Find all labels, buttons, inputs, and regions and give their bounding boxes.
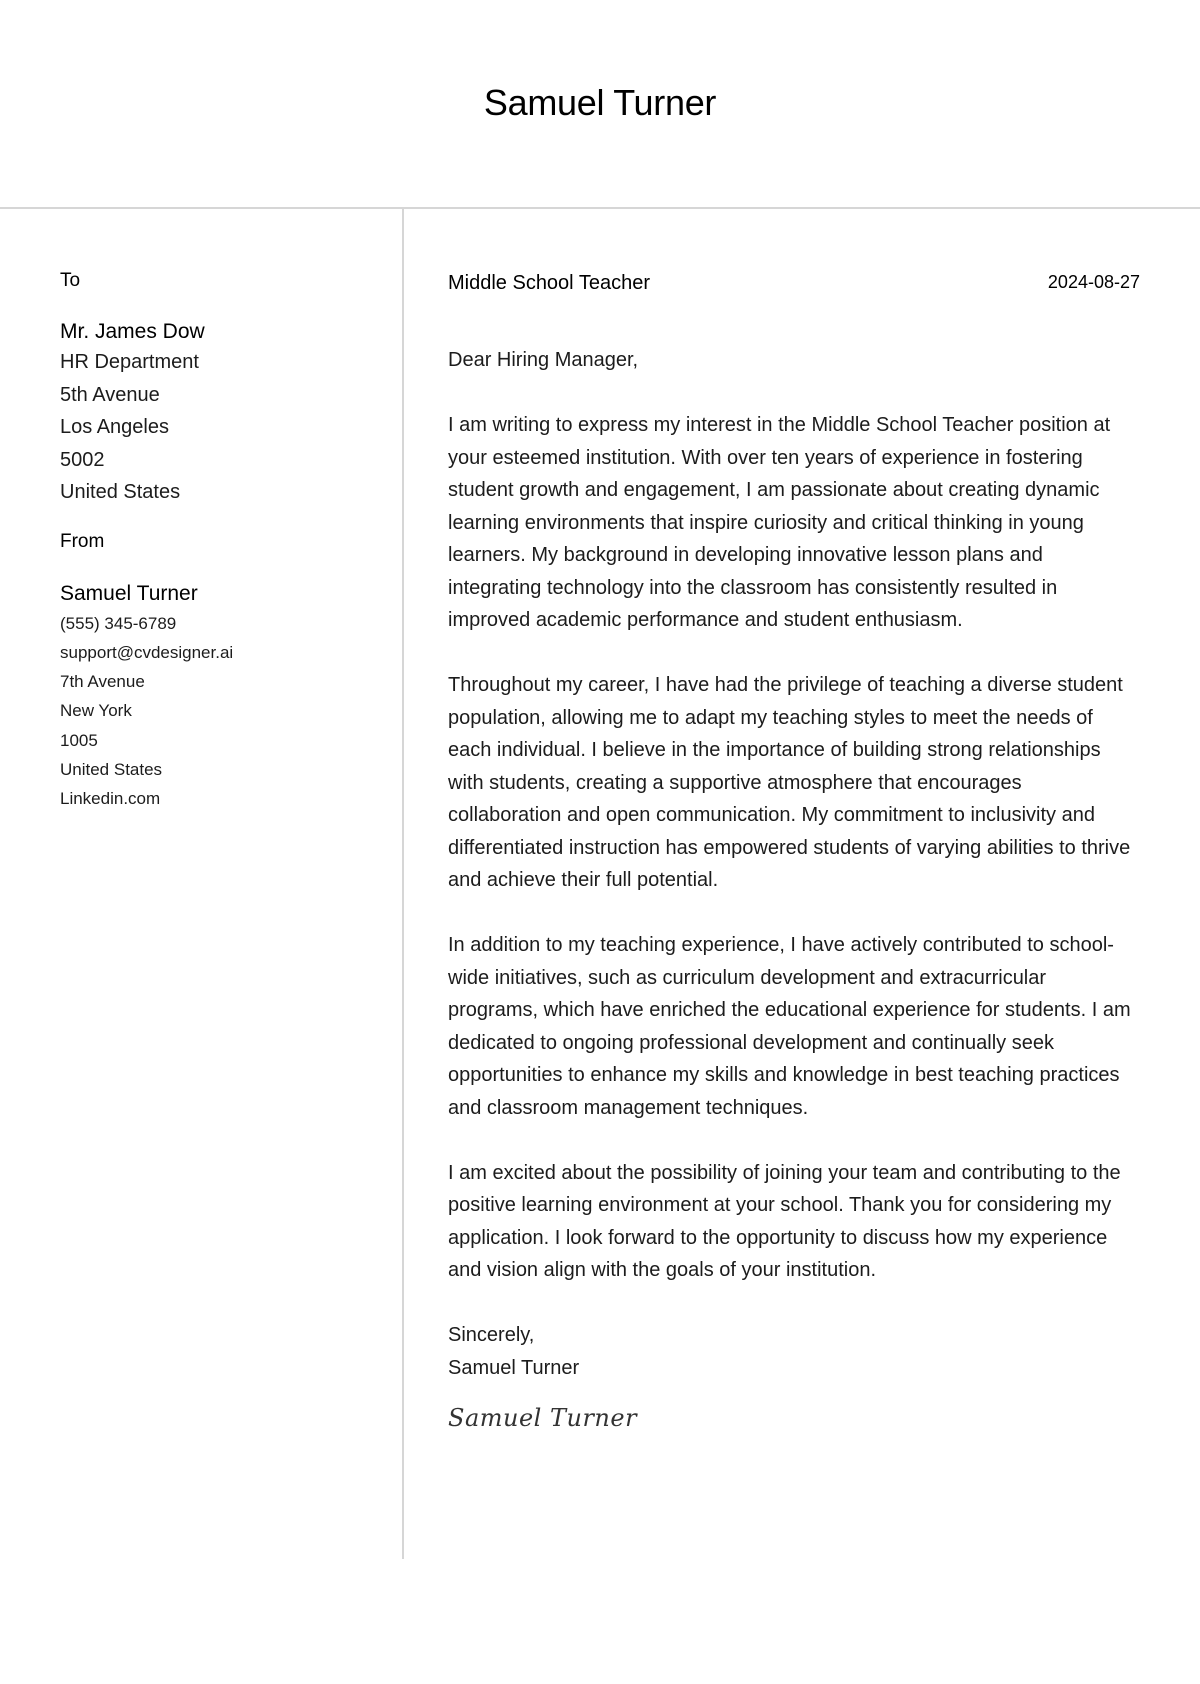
recipient-country: United States [60, 481, 181, 503]
recipient-postcode: 5002 [60, 448, 105, 471]
recipient-street: 5th Avenue [60, 383, 160, 406]
letter-column [448, 272, 1140, 1435]
letter-body [448, 344, 1140, 1435]
sender-country: United States [60, 759, 163, 779]
sender-contact [60, 609, 380, 814]
letter-date: 2024-08-27 [1047, 272, 1140, 292]
from-label: From [60, 530, 105, 552]
header-name: Samuel Turner [483, 82, 717, 123]
sender-phone: (555) 345-6789 [60, 613, 177, 633]
address-column [60, 270, 380, 814]
sender-postcode: 1005 [60, 730, 98, 750]
sender-email: support@cvdesigner.ai [60, 642, 234, 662]
job-title: Middle School Teacher [448, 272, 650, 294]
paragraph-2: Throughout my career, I have had the privilege of teaching a diverse student population, allowing me to adapt my teaching styles to meet the needs of each individual. I believe in the importance of building strong relationships with students, creating a supportive atmosphere that encourages collaboration and open communication. My commitment to inclusivity and differentiated instruction has empowered students of varying abilities to thrive and achieve their full potential. [448, 674, 1131, 891]
letter-title-row [448, 272, 1140, 308]
recipient-address [60, 346, 380, 509]
closing-name: Samuel Turner [448, 1356, 580, 1379]
closing: Sincerely, [448, 1324, 535, 1346]
page-header [0, 0, 1200, 209]
paragraph-1: I am writing to express my interest in the Middle School Teacher position at your esteemed institution. With over ten years of experience in fostering student growth and engagement, I am passionate about creating dynamic learning environments that inspire curiosity and critical thinking in young learners. My background in developing innovative lesson plans and integrating technology into the classroom has consistently resulted in improved academic performance and student enthusiasm. [448, 414, 1111, 631]
salutation: Dear Hiring Manager, [448, 349, 639, 371]
recipient-city: Los Angeles [60, 416, 169, 438]
recipient-name: Mr. James Dow [60, 320, 205, 343]
sender-street: 7th Avenue [60, 672, 145, 692]
paragraph-3: In addition to my teaching experience, I have actively contributed to school-wide initiatives, such as curriculum development and extracurricular programs, which have enriched the educational experience for students. I am dedicated to ongoing professional development and continually seek opportunities to enhance my skills and knowledge in best teaching practices and classroom management techniques. [448, 934, 1131, 1119]
column-divider [402, 209, 404, 1559]
sender-city: New York [60, 701, 132, 721]
sender-name: Samuel Turner [60, 581, 198, 605]
sender-linkedin: Linkedin.com [60, 789, 161, 809]
paragraph-4: I am excited about the possibility of joining your team and contributing to the positive learning environment at your school. Thank you for considering my application. I look forward to the opportunity to discuss how my experience and vision align with the goals of your institution. [448, 1161, 1121, 1281]
handwritten-signature: Samuel Turner [448, 1404, 638, 1432]
to-label: To [60, 270, 81, 291]
recipient-department: HR Department [60, 351, 199, 373]
